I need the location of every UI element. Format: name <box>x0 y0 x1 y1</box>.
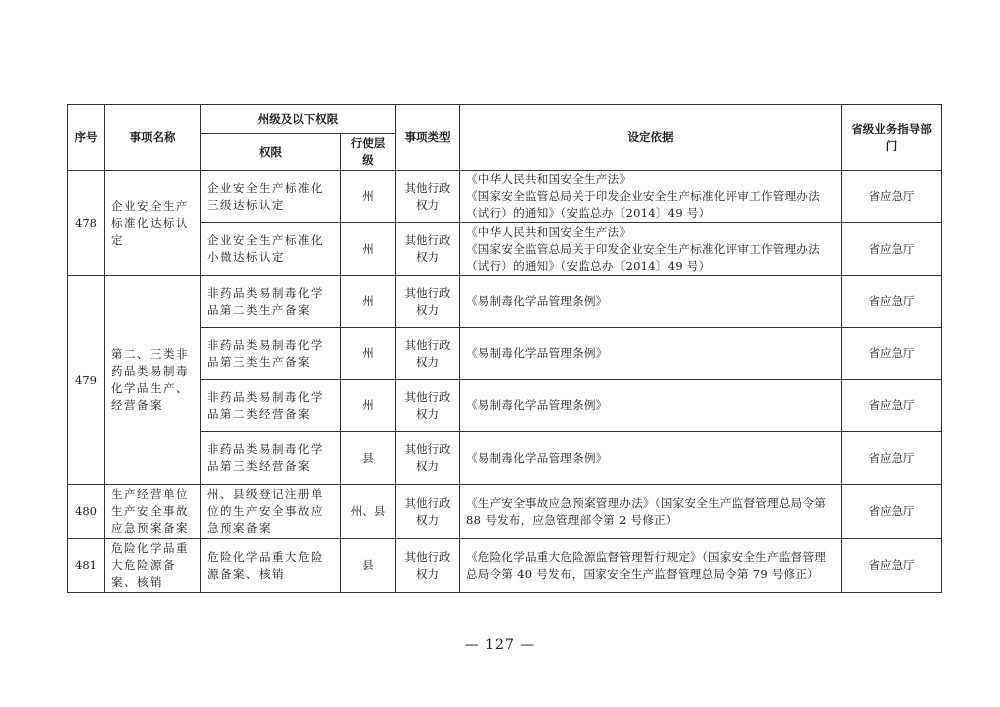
guidance-dept: 省应急厅 <box>842 380 942 432</box>
basis-line: 《易制毒化学品管理条例》 <box>466 398 608 412</box>
basis-line: 《中华人民共和国安全生产法》 <box>466 172 632 186</box>
item-name: 生产经营单位生产安全事故应急预案备案 <box>105 485 201 539</box>
basis-line: 《易制毒化学品管理条例》 <box>466 346 608 360</box>
basis-line: 《危险化学品重大危险源监督管理暂行规定》（国家安全生产监督管理总局令第 40 号发布，国家安全生产监督管理总局令第 79 号修正） <box>466 549 827 581</box>
basis-line: 《中华人民共和国安全生产法》 <box>466 224 632 239</box>
item-type: 其他行政权力 <box>396 171 460 223</box>
authority-scope: 危险化学品重大危险源备案、核销 <box>201 539 341 593</box>
item-name: 危险化学品重大危险源备案、核销 <box>105 539 201 593</box>
legal-basis <box>460 223 842 276</box>
table-row <box>68 485 942 539</box>
guidance-dept: 省应急厅 <box>842 432 942 485</box>
header-dept: 省级业务指导部门 <box>842 105 942 171</box>
exercise-level: 州 <box>341 380 396 432</box>
item-type: 其他行政权力 <box>396 380 460 432</box>
item-type: 其他行政权力 <box>396 485 460 539</box>
item-type: 其他行政权力 <box>396 328 460 380</box>
exercise-level: 州、县 <box>341 485 396 539</box>
legal-basis <box>460 380 842 432</box>
legal-basis <box>460 276 842 328</box>
item-type: 其他行政权力 <box>396 539 460 593</box>
basis-line: 《生产安全事故应急预案管理办法》（国家安全生产监督管理总局令第 88 号发布，应急管理部令第 2 号修正） <box>466 495 827 527</box>
guidance-dept: 省应急厅 <box>842 539 942 593</box>
authority-table <box>67 104 942 593</box>
legal-basis <box>460 171 842 223</box>
authority-scope: 企业安全生产标准化三级达标认定 <box>201 171 341 223</box>
legal-basis <box>460 328 842 380</box>
guidance-dept: 省应急厅 <box>842 328 942 380</box>
exercise-level: 州 <box>341 223 396 276</box>
authority-scope: 企业安全生产标准化小微达标认定 <box>201 223 341 276</box>
authority-scope: 非药品类易制毒化学品第三类经营备案 <box>201 432 341 485</box>
authority-scope: 非药品类易制毒化学品第二类经营备案 <box>201 380 341 432</box>
item-number: 478 <box>68 171 105 276</box>
basis-line: 《易制毒化学品管理条例》 <box>466 294 608 308</box>
header-basis: 设定依据 <box>460 105 842 171</box>
basis-line: 《易制毒化学品管理条例》 <box>466 450 608 465</box>
header-level: 行使层级 <box>341 134 396 171</box>
item-type: 其他行政权力 <box>396 223 460 276</box>
item-number: 479 <box>68 276 105 485</box>
guidance-dept: 省应急厅 <box>842 485 942 539</box>
guidance-dept: 省应急厅 <box>842 276 942 328</box>
item-number: 480 <box>68 485 105 539</box>
table-row <box>68 171 942 223</box>
item-number: 481 <box>68 539 105 593</box>
header-seq: 序号 <box>68 105 105 171</box>
item-name: 第二、三类非药品类易制毒化学品生产、经营备案 <box>105 276 201 485</box>
exercise-level: 县 <box>341 432 396 485</box>
authority-scope: 州、县级登记注册单位的生产安全事故应急预案备案 <box>201 485 341 539</box>
item-name: 企业安全生产标准化达标认定 <box>105 171 201 276</box>
table-header <box>68 105 942 171</box>
exercise-level: 县 <box>341 539 396 593</box>
header-name: 事项名称 <box>105 105 201 171</box>
legal-basis <box>460 485 842 539</box>
authority-scope: 非药品类易制毒化学品第三类生产备案 <box>201 328 341 380</box>
basis-line: 《国家安全监管总局关于印发企业安全生产标准化评审工作管理办法（试行）的通知》（安监总办〔2014〕49 号） <box>466 241 820 273</box>
exercise-level: 州 <box>341 171 396 223</box>
table-body <box>68 171 942 593</box>
exercise-level: 州 <box>341 328 396 380</box>
exercise-level: 州 <box>341 276 396 328</box>
authority-scope: 非药品类易制毒化学品第二类生产备案 <box>201 276 341 328</box>
legal-basis <box>460 432 842 485</box>
guidance-dept: 省应急厅 <box>842 223 942 276</box>
item-type: 其他行政权力 <box>396 276 460 328</box>
header-group: 州级及以下权限 <box>201 105 396 134</box>
page-number: — 127 — <box>464 637 536 653</box>
item-type: 其他行政权力 <box>396 432 460 485</box>
basis-line: 《国家安全监管总局关于印发企业安全生产标准化评审工作管理办法（试行）的通知》（安监总办〔2014〕49 号） <box>466 189 820 220</box>
legal-basis <box>460 539 842 593</box>
table-row <box>68 276 942 328</box>
guidance-dept: 省应急厅 <box>842 171 942 223</box>
table-row <box>68 539 942 593</box>
header-type: 事项类型 <box>396 105 460 171</box>
header-scope: 权限 <box>201 134 341 171</box>
